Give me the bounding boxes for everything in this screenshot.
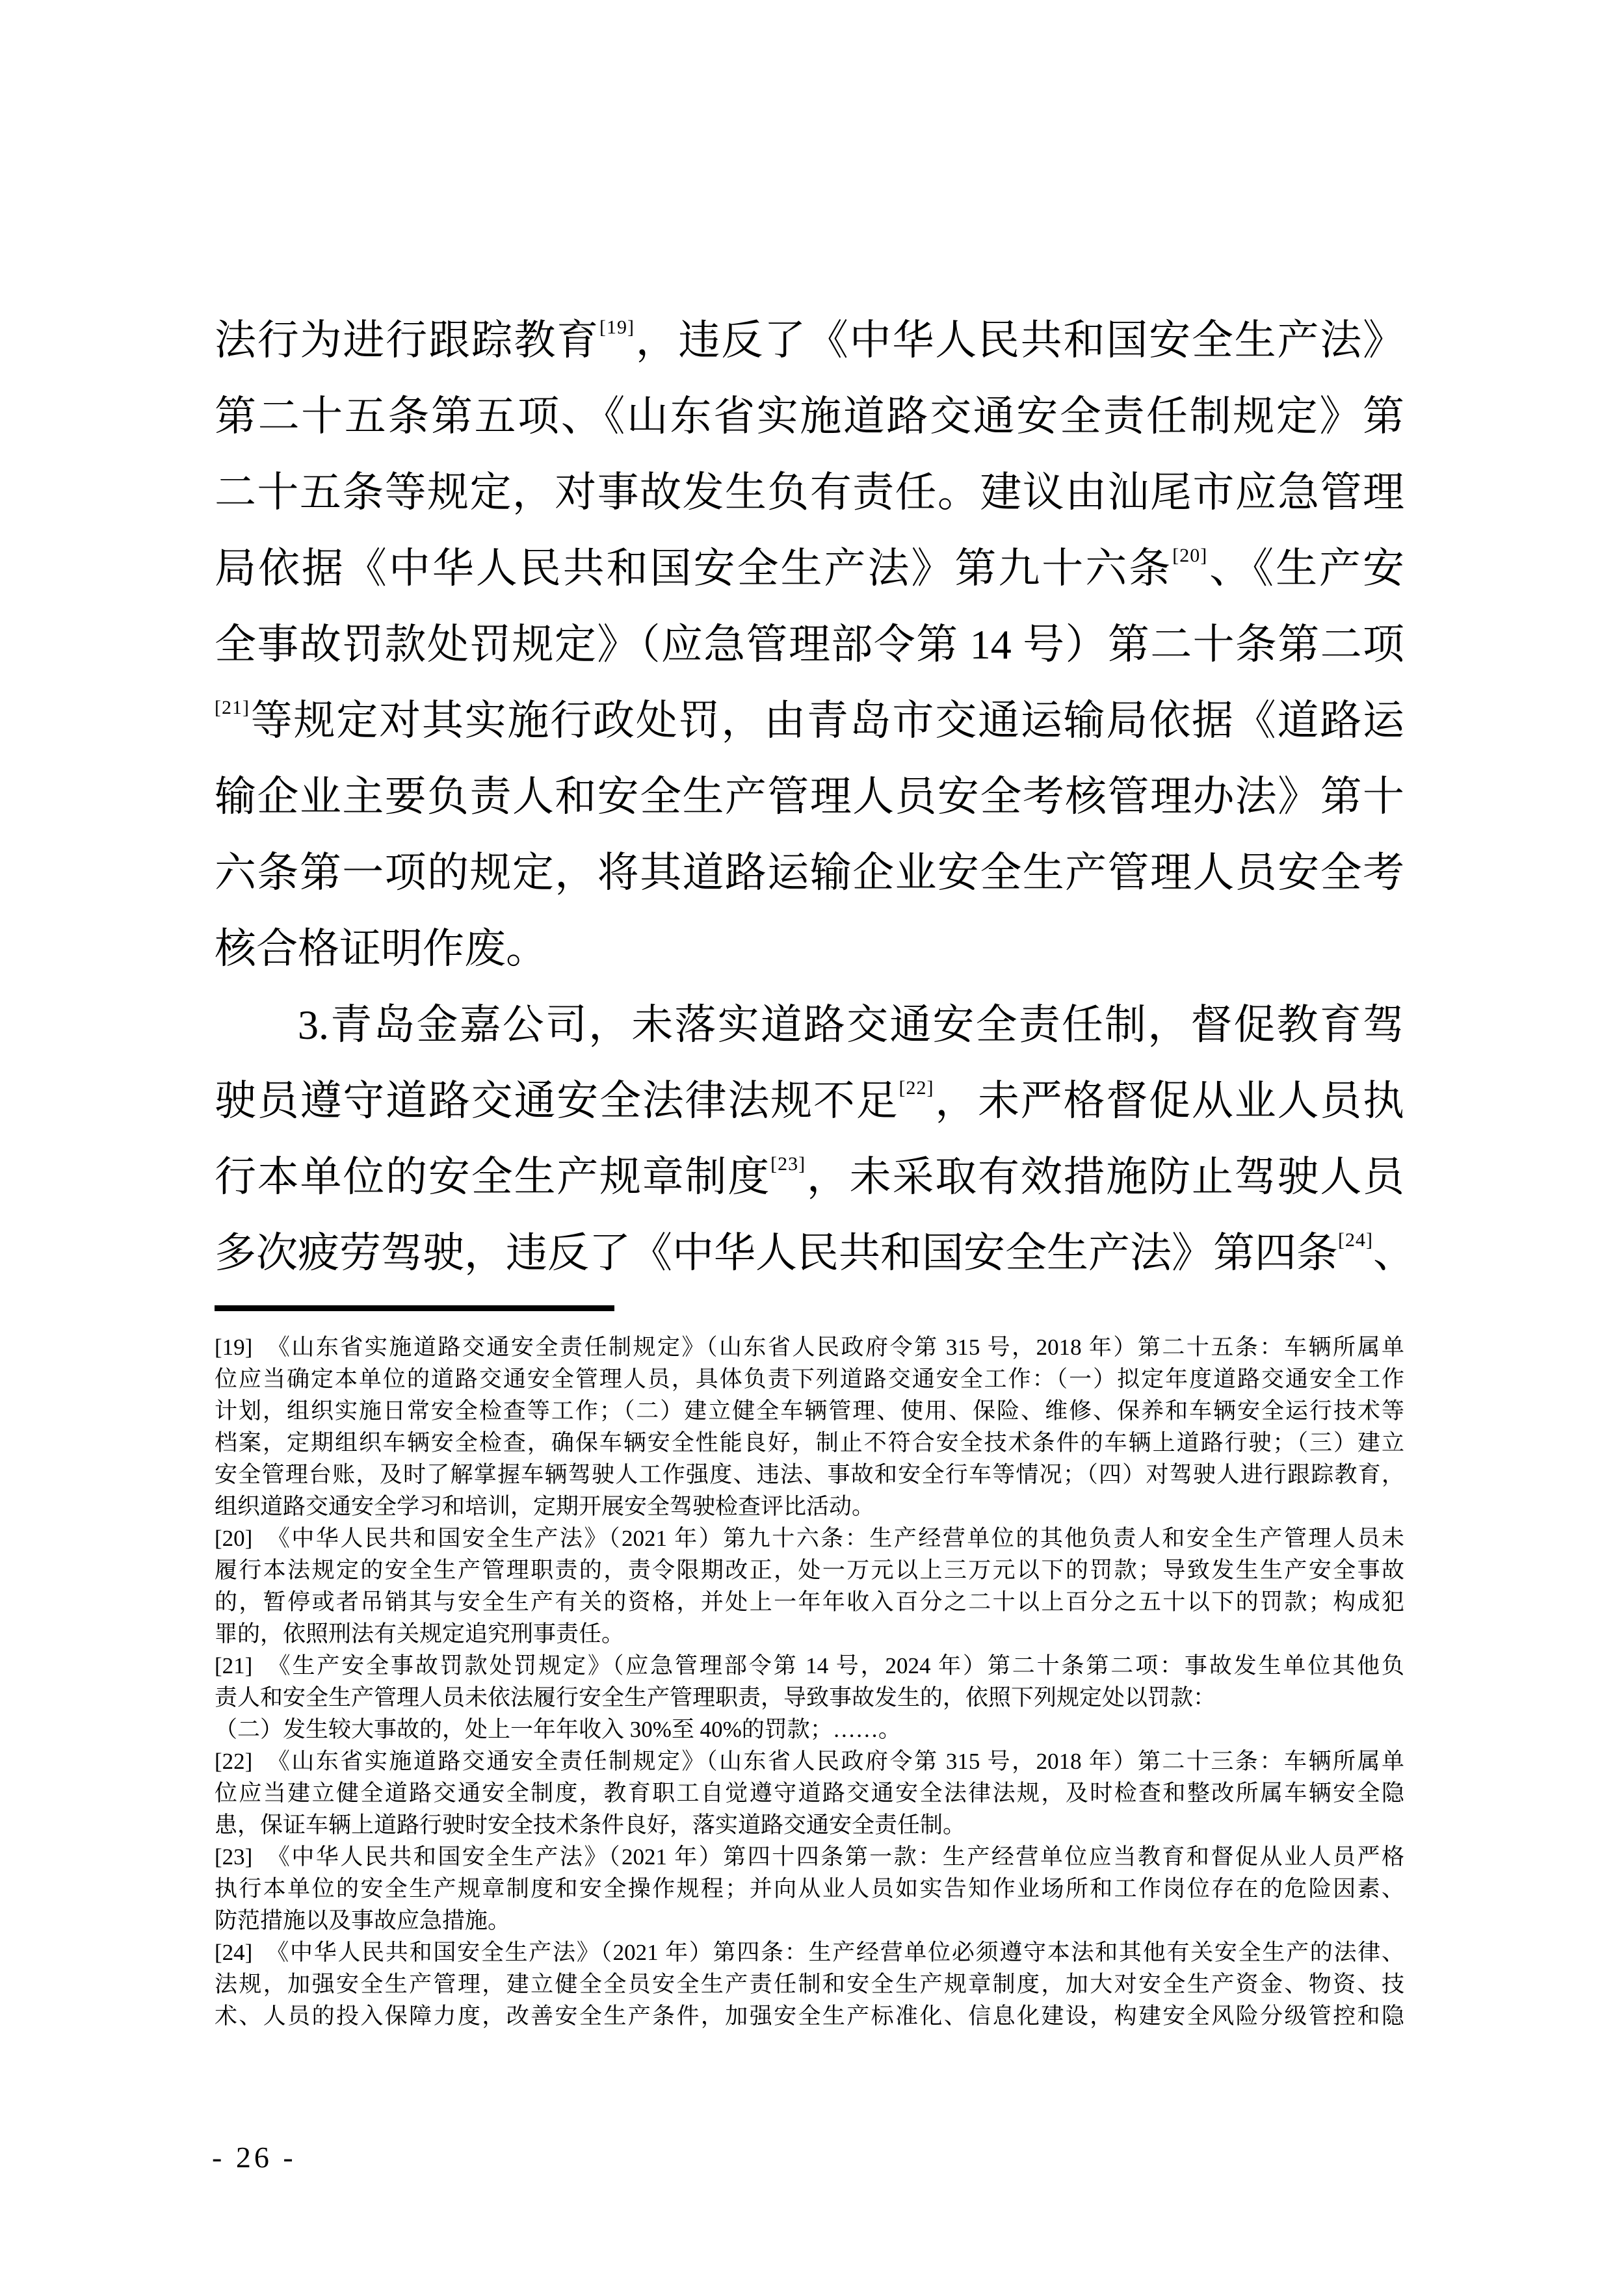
footnote-separator xyxy=(215,1305,614,1311)
footnote-line: 法规，加强安全生产管理，建立健全全员安全生产责任制和安全生产规章制度，加大对安全生产资金、物资、技 xyxy=(215,1972,1404,1997)
footnote-line: 位应当建立健全道路交通安全制度，教育职工自觉遵守道路交通安全法律法规，及时检查和整改所属车辆安全隐 xyxy=(215,1781,1404,1806)
body-line-text: 、 xyxy=(1372,1230,1415,1276)
footnote-line: [21] 《生产安全事故罚款处罚规定》（应急管理部令第 14 号，2024 年）第二十条第二项：事故发生单位其他负 xyxy=(215,1653,1404,1678)
body-line-text: 等规定对其实施行政处罚，由青岛市交通运输局依据《道路运 xyxy=(249,698,1404,744)
body-line xyxy=(215,835,1404,911)
footnote-line: 计划，组织实施日常安全检查等工作；（二）建立健全车辆管理、使用、保险、维修、保养和车辆安全运行技术等 xyxy=(215,1398,1404,1424)
body-line xyxy=(215,911,1404,987)
footnote-ref-marker: [21] xyxy=(215,697,250,718)
footnote-line: 罪的，依照刑法有关规定追究刑事责任。 xyxy=(215,1621,625,1647)
body-line-text: 输企业主要负责人和安全生产管理人员安全考核管理办法》第十 xyxy=(215,774,1404,820)
footnote-line: 防范措施以及事故应急措施。 xyxy=(215,1908,511,1933)
footnote-line: 位应当确定本单位的道路交通安全管理人员，具体负责下列道路交通安全工作：（一）拟定年度道路交通安全工作 xyxy=(215,1366,1404,1392)
footnote-line: [20] 《中华人民共和国安全生产法》（2021 年）第九十六条：生产经营单位的其他负责人和安全生产管理人员未 xyxy=(215,1526,1404,1551)
footnote-ref-marker: [22] xyxy=(898,1077,934,1099)
footnote-line: 患，保证车辆上道路行驶时安全技术条件良好，落实道路交通安全责任制。 xyxy=(215,1812,966,1838)
footnotes-block xyxy=(215,1331,1404,2032)
body-line-text: 六条第一项的规定，将其道路运输企业安全生产管理人员安全考 xyxy=(215,850,1404,896)
body-line-text: 3.青岛金嘉公司，未落实道路交通安全责任制，督促教育驾 xyxy=(298,1002,1404,1048)
footnote-line: （二）发生较大事故的，处上一年年收入 30%至 40%的罚款；……。 xyxy=(215,1717,901,1742)
body-line-text: 第二十五条第五项、《山东省实施道路交通安全责任制规定》第 xyxy=(215,393,1404,439)
body-line-text: ，未严格督促从业人员执 xyxy=(934,1078,1404,1124)
body-text-block xyxy=(215,302,1415,1291)
body-line-text: 行本单位的安全生产规章制度 xyxy=(215,1154,771,1200)
body-line xyxy=(215,530,1404,607)
body-line xyxy=(215,759,1404,835)
footnote-ref-marker: [23] xyxy=(770,1153,806,1175)
body-line xyxy=(215,1139,1404,1215)
footnote-line: [22] 《山东省实施道路交通安全责任制规定》（山东省人民政府令第 315 号，2018 年）第二十三条：车辆所属单 xyxy=(215,1749,1404,1774)
body-line-text: 多次疲劳驾驶，违反了《中华人民共和国安全生产法》第四条 xyxy=(215,1230,1338,1276)
page-number: - 26 - xyxy=(212,2141,296,2174)
body-line xyxy=(215,1063,1404,1139)
body-line xyxy=(215,454,1404,530)
footnote-ref-marker: [19] xyxy=(599,317,635,338)
footnote-line: 履行本法规定的安全生产管理职责的，责令限期改正，处一万元以上三万元以下的罚款；导致发生生产安全事故 xyxy=(215,1558,1404,1583)
body-line-text: 全事故罚款处罚规定》（应急管理部令第 14 号）第二十条第二项 xyxy=(215,621,1404,668)
body-line-text: 、《生产安 xyxy=(1207,545,1405,592)
footnote-line: [19] 《山东省实施道路交通安全责任制规定》（山东省人民政府令第 315 号，2018 年）第二十五条：车辆所属单 xyxy=(215,1335,1404,1360)
body-line-text: ，未采取有效措施防止驾驶人员 xyxy=(806,1154,1405,1200)
body-line-text: 二十五条等规定，对事故发生负有责任。建议由汕尾市应急管理 xyxy=(215,469,1404,515)
footnote-line: 责人和安全生产管理人员未依法履行安全生产管理职责，导致事故发生的，依照下列规定处以罚款： xyxy=(215,1685,1216,1710)
footnote-ref-marker: [24] xyxy=(1338,1229,1373,1251)
body-line xyxy=(215,607,1404,683)
body-line-text: ，违反了《中华人民共和国安全生产法》 xyxy=(635,317,1405,363)
footnote-line: 档案，定期组织车辆安全检查，确保车辆安全性能良好，制止不符合安全技术条件的车辆上道路行驶；（三）建立 xyxy=(215,1430,1404,1455)
footnote-line: 的，暂停或者吊销其与安全生产有关的资格，并处上一年年收入百分之二十以上百分之五十以下的罚款；构成犯 xyxy=(215,1589,1404,1615)
footnote-ref-marker: [20] xyxy=(1172,545,1208,566)
body-line xyxy=(215,683,1404,759)
body-line-text: 法行为进行跟踪教育 xyxy=(215,317,600,363)
footnote-line: [23] 《中华人民共和国安全生产法》（2021 年）第四十四条第一款：生产经营单位应当教育和督促从业人员严格 xyxy=(215,1844,1404,1870)
body-line-text: 局依据《中华人民共和国安全生产法》第九十六条 xyxy=(215,545,1173,592)
footnote-line: 组织道路交通安全学习和培训，定期开展安全驾驶检查评比活动。 xyxy=(215,1494,875,1519)
body-line xyxy=(215,378,1404,454)
body-line-text: 核合格证明作废。 xyxy=(215,926,547,972)
footnote-line: 执行本单位的安全生产规章制度和安全操作规程；并向从业人员如实告知作业场所和工作岗位存在的危险因素、 xyxy=(215,1876,1404,1901)
footnote-line: 术、人员的投入保障力度，改善安全生产条件，加强安全生产标准化、信息化建设，构建安全风险分级管控和隐 xyxy=(215,2003,1404,2029)
body-line xyxy=(215,302,1404,378)
footnote-line: 安全管理台账，及时了解掌握车辆驾驶人工作强度、违法、事故和安全行车等情况；（四）对驾驶人进行跟踪教育， xyxy=(215,1462,1404,1487)
footnote-line: [24] 《中华人民共和国安全生产法》（2021 年）第四条：生产经营单位必须遵守本法和其他有关安全生产的法律、 xyxy=(215,1940,1404,1965)
body-line xyxy=(215,1215,1415,1291)
body-line xyxy=(215,987,1404,1063)
body-line-text: 驶员遵守道路交通安全法律法规不足 xyxy=(215,1078,899,1124)
